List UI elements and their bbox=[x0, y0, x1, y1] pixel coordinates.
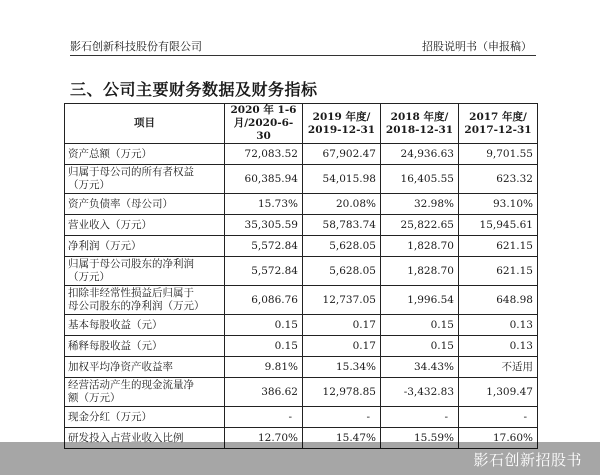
row-label: 经营活动产生的现金流量净 额（万元） bbox=[65, 378, 225, 407]
column-header-period bbox=[459, 104, 538, 144]
row-value: 1,309.47 bbox=[459, 378, 538, 407]
row-value: 34.43% bbox=[381, 357, 459, 378]
column-header-period bbox=[381, 104, 459, 144]
table-row bbox=[65, 165, 538, 194]
row-label: 归属于母公司股东的净利润 （万元） bbox=[65, 257, 225, 286]
row-value: 0.15 bbox=[225, 336, 303, 357]
row-label: 研发投入占营业收入比例 bbox=[65, 428, 225, 449]
column-header-line: 2019-12-31 bbox=[307, 123, 376, 136]
table-row bbox=[65, 378, 538, 407]
row-label: 扣除非经常性损益后归属于 母公司股东的净利润（万元） bbox=[65, 286, 225, 315]
company-name: 影石创新科技股份有限公司 bbox=[70, 40, 202, 53]
row-value: 54,015.98 bbox=[303, 165, 381, 194]
column-header-line: 2018 年度/ bbox=[390, 110, 449, 123]
row-value: 不适用 bbox=[459, 357, 538, 378]
row-value: 17.60% bbox=[459, 428, 538, 449]
row-label: 稀释每股收益（元） bbox=[65, 336, 225, 357]
column-header-line: 项目 bbox=[134, 117, 155, 129]
row-value: 67,902.47 bbox=[303, 144, 381, 165]
table-row bbox=[65, 236, 538, 257]
row-value: 12,737.05 bbox=[303, 286, 381, 315]
row-value: 32.98% bbox=[381, 194, 459, 215]
row-value: 15.34% bbox=[303, 357, 381, 378]
row-value: 15.59% bbox=[381, 428, 459, 449]
row-value: 0.13 bbox=[459, 315, 538, 336]
row-value: 12,978.85 bbox=[303, 378, 381, 407]
row-value: 5,628.05 bbox=[303, 236, 381, 257]
row-value: 5,628.05 bbox=[303, 257, 381, 286]
row-value: 1,828.70 bbox=[381, 257, 459, 286]
row-label: 净利润（万元） bbox=[65, 236, 225, 257]
row-label: 资产总额（万元） bbox=[65, 144, 225, 165]
row-value: - bbox=[459, 407, 538, 428]
table-row bbox=[65, 336, 538, 357]
row-value: 60,385.94 bbox=[225, 165, 303, 194]
row-value: 0.13 bbox=[459, 336, 538, 357]
row-label: 加权平均净资产收益率 bbox=[65, 357, 225, 378]
table-row bbox=[65, 315, 538, 336]
row-value: 0.15 bbox=[225, 315, 303, 336]
row-value: 621.15 bbox=[459, 236, 538, 257]
row-value: 1,828.70 bbox=[381, 236, 459, 257]
row-value: 12.70% bbox=[225, 428, 303, 449]
table-row bbox=[65, 286, 538, 315]
row-value: 16,405.55 bbox=[381, 165, 459, 194]
table-row bbox=[65, 357, 538, 378]
column-header-period bbox=[303, 104, 381, 144]
row-value: 648.98 bbox=[459, 286, 538, 315]
row-value: 1,996.54 bbox=[381, 286, 459, 315]
row-value: 20.08% bbox=[303, 194, 381, 215]
document-header bbox=[70, 36, 536, 56]
document-type: 招股说明书（申报稿） bbox=[422, 40, 532, 53]
watermark-text: 影石创新招股书 bbox=[473, 451, 582, 469]
row-label: 归属于母公司的所有者权益 （万元） bbox=[65, 165, 225, 194]
table-row bbox=[65, 215, 538, 236]
column-header-line: 月/2020-6-30 bbox=[233, 117, 294, 142]
section-title: 三、公司主要财务数据及财务指标 bbox=[70, 80, 318, 99]
row-value: 15,945.61 bbox=[459, 215, 538, 236]
column-header-item bbox=[65, 104, 225, 144]
table-header-row bbox=[65, 104, 538, 144]
column-header-period bbox=[225, 104, 303, 144]
column-header-line: 2017 年度/ bbox=[469, 110, 527, 123]
row-label: 营业收入（万元） bbox=[65, 215, 225, 236]
row-value: 24,936.63 bbox=[381, 144, 459, 165]
row-label: 基本每股收益（元） bbox=[65, 315, 225, 336]
column-header-line: 2018-12-31 bbox=[385, 123, 454, 136]
column-header-line: 2017-12-31 bbox=[464, 123, 532, 136]
row-value: 25,822.65 bbox=[381, 215, 459, 236]
row-value: -3,432.83 bbox=[381, 378, 459, 407]
row-value: 0.15 bbox=[381, 336, 459, 357]
row-value: 0.17 bbox=[303, 315, 381, 336]
row-value: - bbox=[225, 407, 303, 428]
table-row bbox=[65, 407, 538, 428]
table-row bbox=[65, 257, 538, 286]
column-header-line: 2020 年 1-6 bbox=[230, 104, 297, 116]
row-value: 5,572.84 bbox=[225, 236, 303, 257]
row-value: - bbox=[381, 407, 459, 428]
row-value: 15.73% bbox=[225, 194, 303, 215]
table-row bbox=[65, 144, 538, 165]
row-value: 9,701.55 bbox=[459, 144, 538, 165]
row-label: 现金分红（万元） bbox=[65, 407, 225, 428]
row-value: 15.47% bbox=[303, 428, 381, 449]
row-value: 621.15 bbox=[459, 257, 538, 286]
row-value: 0.17 bbox=[303, 336, 381, 357]
row-value: 623.32 bbox=[459, 165, 538, 194]
row-value: 93.10% bbox=[459, 194, 538, 215]
row-value: 9.81% bbox=[225, 357, 303, 378]
financial-data-table bbox=[64, 103, 538, 449]
row-label: 资产负债率（母公司） bbox=[65, 194, 225, 215]
row-value: 35,305.59 bbox=[225, 215, 303, 236]
row-value: 58,783.74 bbox=[303, 215, 381, 236]
row-value: 72,083.52 bbox=[225, 144, 303, 165]
column-header-line: 2019 年度/ bbox=[312, 110, 371, 123]
table-row bbox=[65, 194, 538, 215]
row-value: 6,086.76 bbox=[225, 286, 303, 315]
row-value: 0.15 bbox=[381, 315, 459, 336]
row-value: - bbox=[303, 407, 381, 428]
row-value: 386.62 bbox=[225, 378, 303, 407]
row-value: 5,572.84 bbox=[225, 257, 303, 286]
